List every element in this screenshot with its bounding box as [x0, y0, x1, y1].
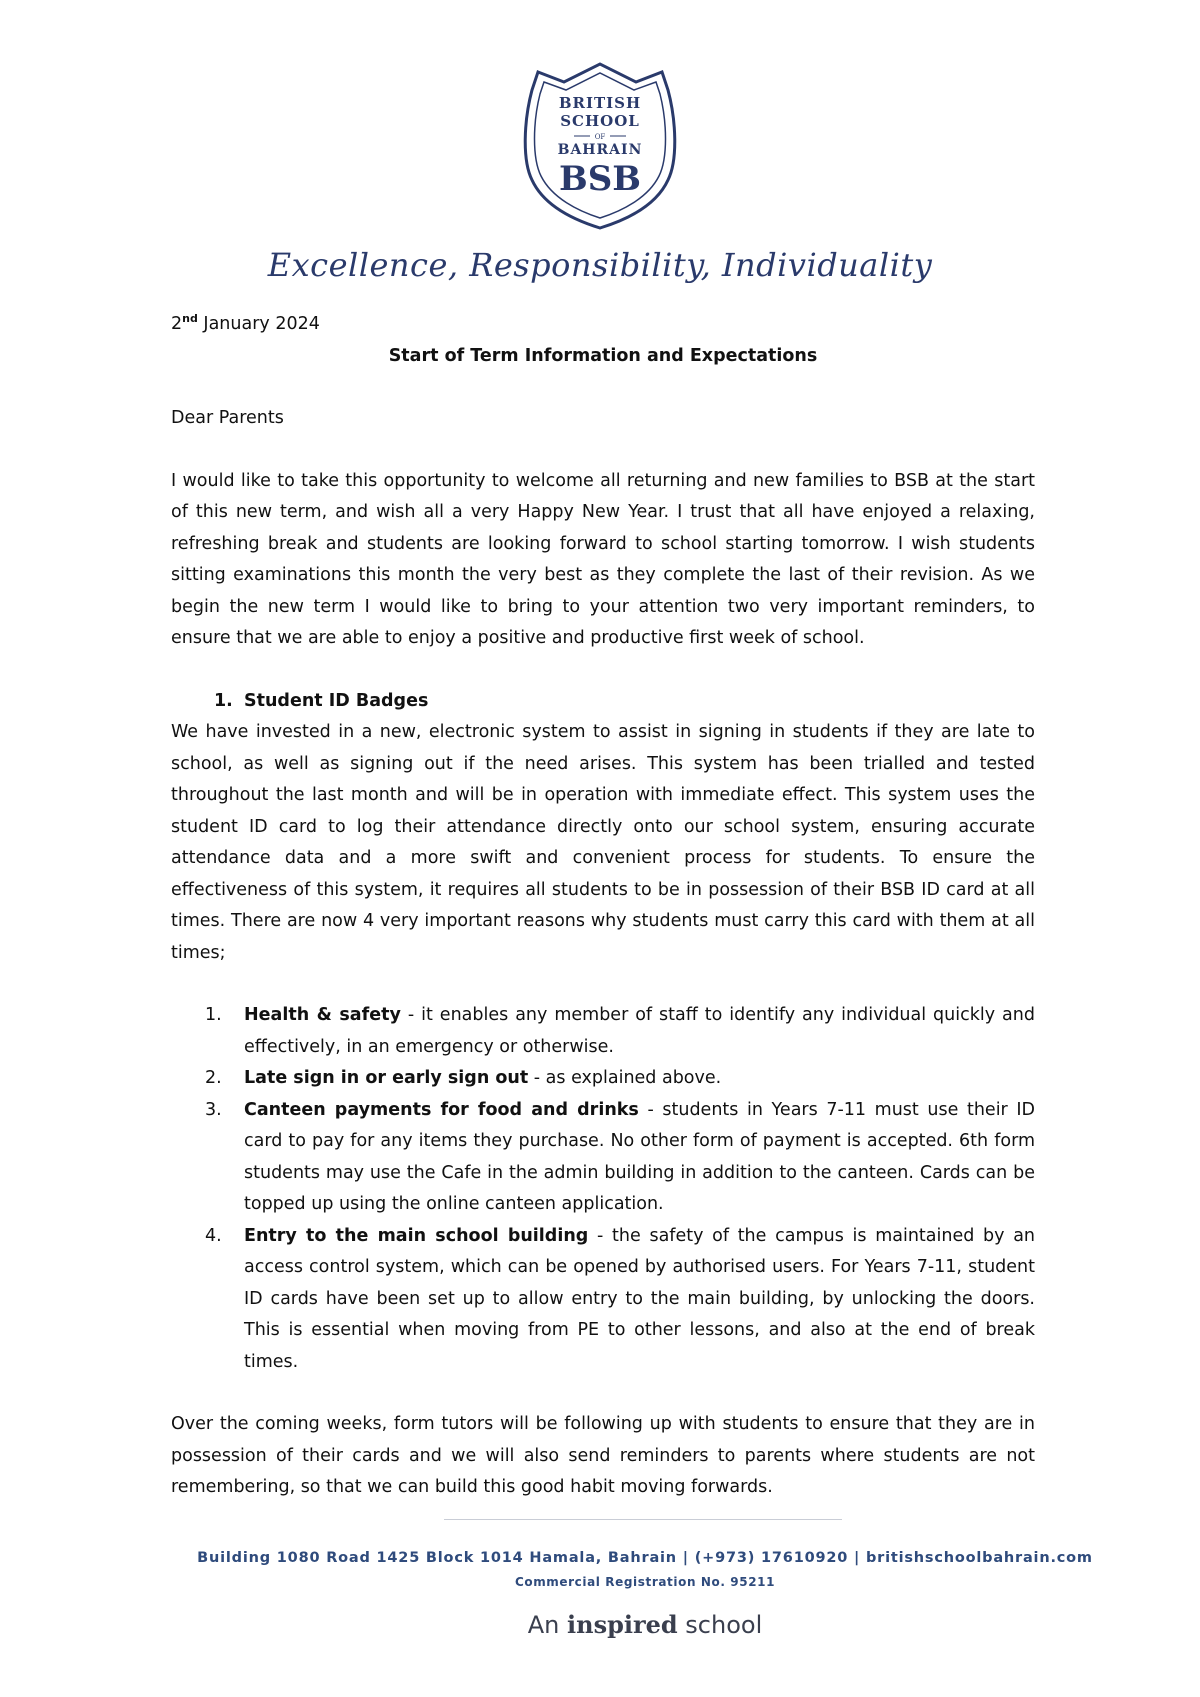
crest-text-school: SCHOOL [560, 112, 640, 130]
list-item-heading: Late sign in or early sign out [244, 1068, 529, 1088]
crest-text-british: BRITISH [558, 94, 642, 112]
letter-body [171, 309, 1035, 1504]
footer-registration: Commercial Registration No. 95211 [514, 1575, 776, 1589]
list-item-heading: Health & safety [244, 1005, 401, 1025]
crest-monogram: BSB [558, 159, 642, 199]
footer-divider [444, 1519, 842, 1520]
tagline-pre: An [527, 1611, 567, 1639]
section-body-paragraph: We have invested in a new, electronic system to assist in signing in students if they are late to school, as well as signing out if the need arises. This system has been trialled and tested throughout the last month and will be in operation with immediate effect. This system uses the student ID card to log their attendance directly onto our school system, ensuring accurate attendance data and a more swift and convenient process for students. To ensure the effectiveness of this system, it requires all students to be in possession of their BSB ID card at all times. There are now 4 very important reasons why students must carry this card with them at all times; [171, 722, 1035, 963]
letter-date [171, 309, 1035, 341]
list-item-heading: Entry to the main school building [244, 1225, 589, 1246]
date-day: 2 [171, 314, 183, 334]
list-item-number: 4. [205, 1225, 222, 1246]
section-number: 1. [214, 690, 233, 711]
list-item-number: 3. [205, 1099, 222, 1120]
closing-paragraph: Over the coming weeks, form tutors will be following up with students to ensure that they are in possession of their cards and we will also send reminders to parents where students are not remembering, so that we can build this good habit moving forwards. [171, 1414, 1035, 1497]
tagline-post: school [677, 1611, 763, 1639]
list-item [171, 1063, 1035, 1095]
list-item [171, 1095, 1035, 1221]
footer-address: Building 1080 Road 1425 Block 1014 Hamala, Bahrain | (+973) 17610920 | britishschoolbahrain.com [197, 1550, 1093, 1566]
list-item [171, 1221, 1035, 1379]
section-heading-text: Student ID Badges [244, 690, 429, 711]
list-item [171, 1000, 1035, 1063]
letter-title: Start of Term Information and Expectations [388, 345, 818, 366]
list-item-text: - as explained above. [528, 1068, 722, 1088]
section-heading-student-id [171, 686, 1035, 718]
list-item-text: - it enables any member of staff to identify any individual quickly and effectively, in an emergency or otherwise. [244, 1005, 1035, 1057]
school-crest-logo [518, 60, 682, 232]
list-item-number: 2. [205, 1068, 222, 1088]
list-item-number: 1. [205, 1005, 222, 1025]
crest-text-of: OF [594, 133, 606, 141]
salutation: Dear Parents [171, 408, 284, 428]
footer-tagline [0, 1610, 1200, 1639]
tagline-brand: inspired [567, 1610, 678, 1639]
date-suffix: nd [182, 312, 198, 326]
school-motto: Excellence, Responsibility, Individuality [267, 246, 933, 284]
list-item-heading: Canteen payments for food and drinks [244, 1099, 639, 1120]
crest-text-bahrain: BAHRAIN [557, 142, 643, 158]
list-item-text: - students in Years 7-11 must use their ID card to pay for any items they purchase. No other form of payment is accepted. 6th form students may use the Cafe in the admin building in addition to the canteen. Cards can be topped up using the online canteen application. [244, 1099, 1035, 1214]
intro-paragraph: I would like to take this opportunity to welcome all returning and new families to BSB at the start of this new term, and wish all a very Happy New Year. I trust that all have enjoyed a relaxing, refreshing break and students are looking forward to school starting tomorrow. I wish students sitting examinations this month the very best as they complete the last of their revision. As we begin the new term I would like to bring to your attention two very important reminders, to ensure that we are able to enjoy a positive and productive first week of school. [171, 470, 1035, 648]
date-rest: January 2024 [197, 314, 320, 334]
reasons-list [171, 1000, 1035, 1378]
list-item-text: - the safety of the campus is maintained by an access control system, which can be opened by authorised users. For Years 7-11, student ID cards have been set up to allow entry to the main building, by unlocking the doors. This is essential when moving from PE to other lessons, and also at the end of break times. [244, 1225, 1036, 1372]
